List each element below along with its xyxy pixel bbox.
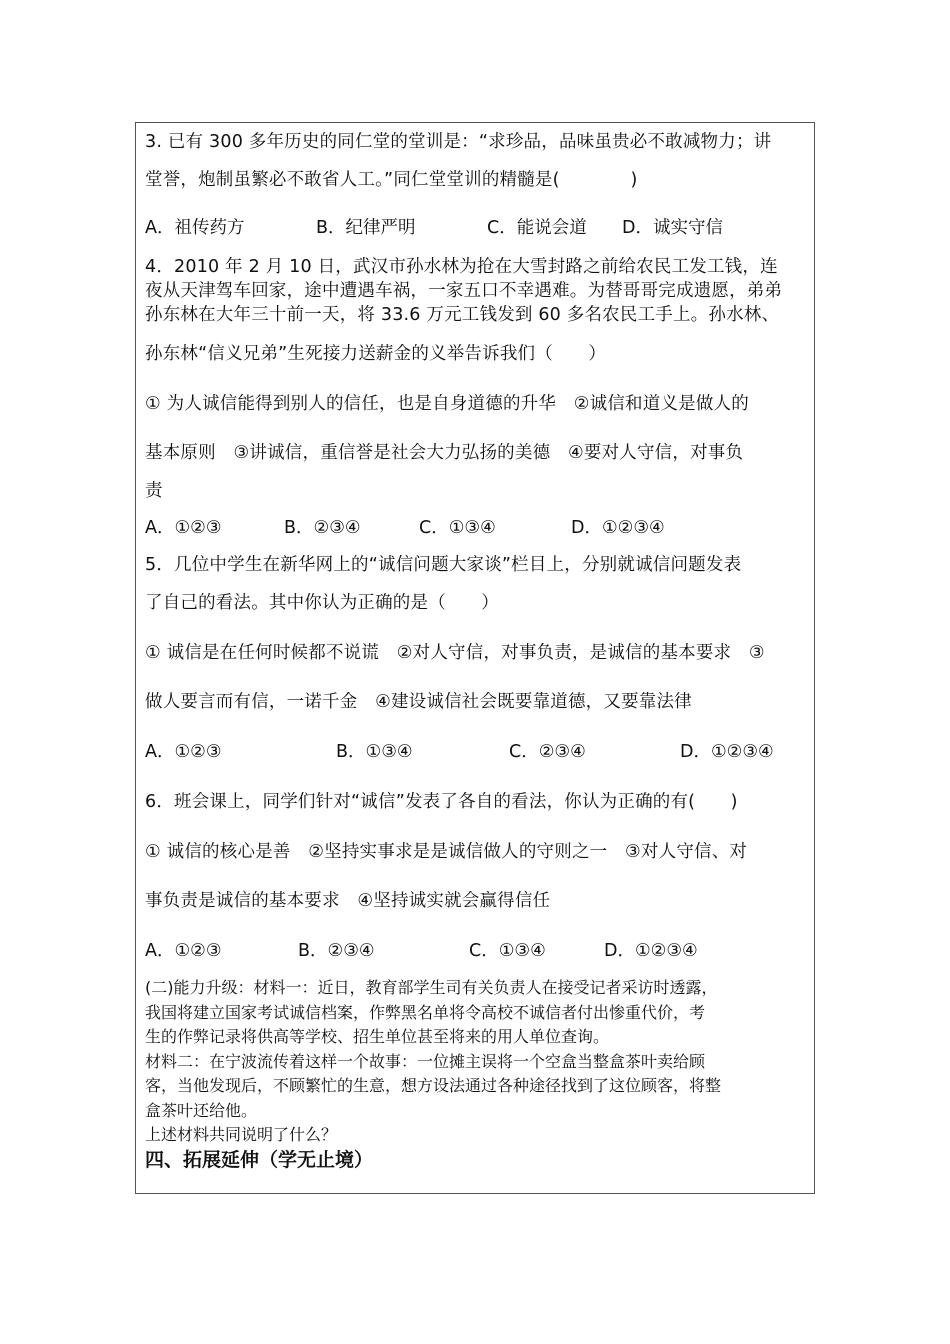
q5-option-a: A．①②③ xyxy=(145,742,222,762)
ability-question: 上述材料共同说明了什么？ xyxy=(145,1125,338,1144)
q5-option-c: C．②③④ xyxy=(509,742,586,762)
q4-statement-line2: 基本原则 ③讲诚信，重信誉是社会大力弘扬的美德 ④要对人守信，对事负 xyxy=(145,443,744,463)
section-heading: 四、拓展延伸（学无止境） xyxy=(145,1149,374,1171)
q3-option-d: D．诚实守信 xyxy=(622,218,723,238)
q4-stem-line3: 孙东林在大年三十前一天，将 33.6 万元工钱发到 60 多名农民工手上。孙水林、 xyxy=(145,305,780,325)
q4-statement-line3: 责 xyxy=(145,481,163,501)
q6-statement-line2: 事负责是诚信的基本要求 ④坚持诚实就会赢得信任 xyxy=(145,891,551,911)
q5-stem-line2: 了自己的看法。其中你认为正确的是（ ） xyxy=(145,593,499,613)
q6-option-d: D．①②③④ xyxy=(604,941,698,961)
q4-statement-line1: ① 为人诚信能得到别人的信任，也是自身道德的升华 ②诚信和道义是做人的 xyxy=(145,394,749,414)
q3-option-c: C．能说会道 xyxy=(487,218,587,238)
q5-statement-line2: 做人要言而有信，一诺千金 ④建设诚信社会既要靠道德，又要靠法律 xyxy=(145,692,692,712)
q4-option-b: B．②③④ xyxy=(284,518,361,538)
q3-option-a: A．祖传药方 xyxy=(145,218,245,238)
ability-material-line3: 生的作弊记录将供高等学校、招生单位甚至将来的用人单位查询。 xyxy=(145,1027,610,1046)
q3-stem-line2: 堂誉，炮制虽繁必不敢省人工。”同仁堂堂训的精髓是( ) xyxy=(145,170,638,190)
q4-stem-line2: 夜从天津驾车回家，途中遭遇车祸，一家五口不幸遇难。为替哥哥完成遗愿，弟弟 xyxy=(145,281,783,301)
q6-option-b: B．②③④ xyxy=(298,941,375,961)
q3-stem-line1: 3. 已有 300 多年历史的同仁堂的堂训是：“求珍品，品味虽贵必不敢减物力；讲 xyxy=(145,132,772,152)
q6-stem-line1: 6．班会课上，同学们针对“诚信”发表了各自的看法，你认为正确的有( ) xyxy=(145,792,738,812)
q3-option-b: B．纪律严明 xyxy=(316,218,416,238)
q6-option-c: C．①③④ xyxy=(469,941,546,961)
q6-statement-line1: ① 诚信的核心是善 ②坚持实事求是是诚信做人的守则之一 ③对人守信、对 xyxy=(145,842,748,862)
q5-option-b: B．①③④ xyxy=(336,742,413,762)
ability-material-line1: (二)能力升级：材料一：近日，教育部学生司有关负责人在接受记者采访时透露， xyxy=(145,978,718,997)
q6-option-a: A．①②③ xyxy=(145,941,222,961)
q4-option-c: C．①③④ xyxy=(419,518,496,538)
q5-option-d: D．①②③④ xyxy=(680,742,774,762)
ability-material-line2: 我国将建立国家考试诚信档案，作弊黑名单将令高校不诚信者付出惨重代价，考 xyxy=(145,1003,706,1022)
ability-material-line5: 客，当他发现后，不顾繁忙的生意，想方设法通过各种途径找到了这位顾客，将整 xyxy=(145,1076,722,1095)
q4-option-d: D．①②③④ xyxy=(571,518,665,538)
q4-stem-line4: 孙东林“信义兄弟”生死接力送薪金的义举告诉我们（ ） xyxy=(145,344,607,364)
ability-material-line6: 盒茶叶还给他。 xyxy=(145,1101,258,1120)
q5-statement-line1: ① 诚信是在任何时候都不说谎 ②对人守信，对事负责，是诚信的基本要求 ③ xyxy=(145,643,765,663)
q5-stem-line1: 5．几位中学生在新华网上的“诚信问题大家谈”栏目上，分别就诚信问题发表 xyxy=(145,555,742,575)
q4-stem-line1: 4．2010 年 2 月 10 日，武汉市孙水林为抢在大雪封路之前给农民工发工钱，连 xyxy=(145,257,778,277)
q4-option-a: A．①②③ xyxy=(145,518,222,538)
ability-material-line4: 材料二：在宁波流传着这样一个故事：一位摊主误将一个空盒当整盒茶叶卖给顾 xyxy=(145,1052,706,1071)
